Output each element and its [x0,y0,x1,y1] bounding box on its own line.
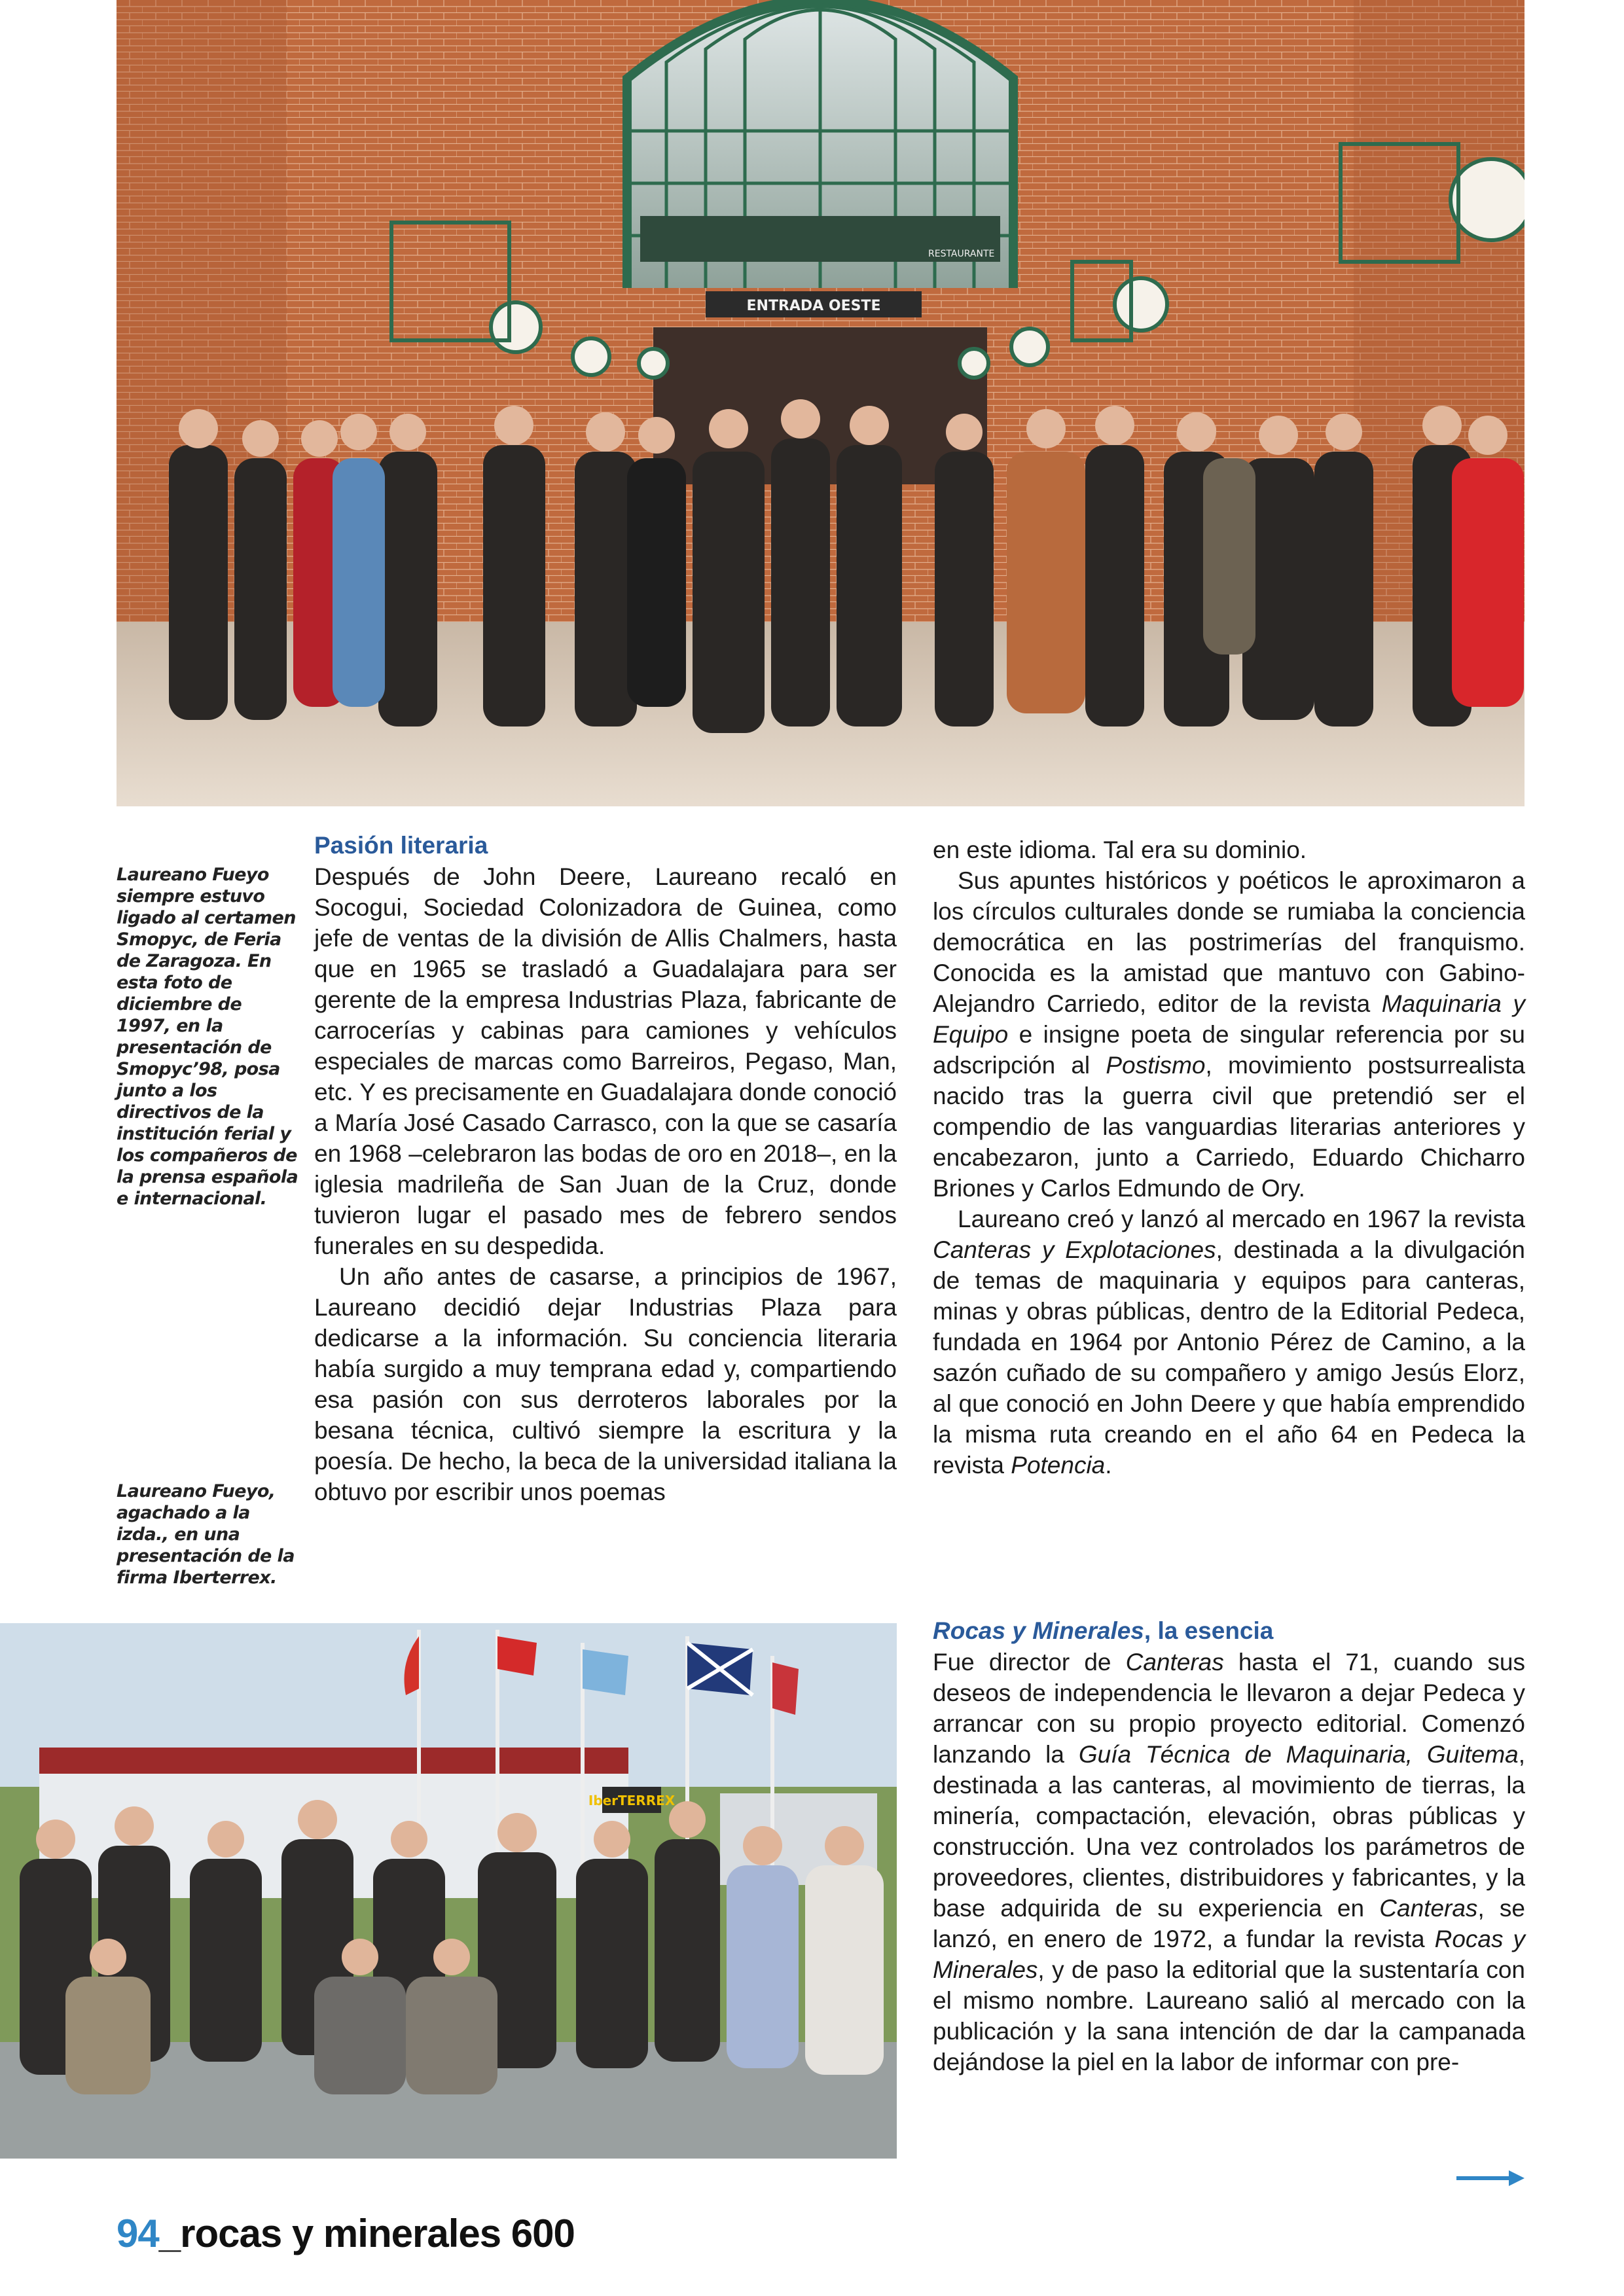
paragraph: Laureano creó y lanzó al mercado en 1967 la revista Canteras y Explotaciones, destinada a la divulgación de temas de maquinaria y equipos para canteras, minas y obras públicas, dentro de la Editorial Pedeca, fundada en 1964 por Antonio Pérez de Camino, a la sazón cuñado de su compañero y amigo Jesús Elorz, al que conoció en John Deere y que había emprendido la misma ruta creando en el año 64 en Pedeca la revista Potencia. [933,1206,1525,1479]
section-heading-rocas: Rocas y Minerales, la esencia [933,1617,1274,1644]
arrow-right-icon [1456,2166,1525,2190]
body-text-left [314,861,897,1507]
paragraph: Después de John Deere, Laureano recaló en Socogui, Sociedad Colonizadora de Guinea, como jefe de ventas de la división de Allis Chalmers, hasta que en 1965 se trasladó a Guadalajara para ser gerente de la empresa Industrias Plaza, fabricante de carrocerías y cabinas para camiones y vehículos especiales de marcas como Barreiros, Pegaso, Man, etc. Y es precisamente en Guadalajara donde conoció a María José Casado Carrasco, con la que se casaría en 1968 –celebraron las bodas de oro en 2018–, en la iglesia madrileña de San Juan de la Cruz, donde tuvieron lugar el pasado mes de febrero sendos funerales en su despedida. [314,863,897,1259]
paragraph: Sus apuntes históricos y poéticos le aproximaron a los círculos culturales donde se rumiaba la conciencia democrática en las postrimerías del franquismo. Conocida es la amistad que mantuvo con Gabino-Alejandro Carriedo, editor de la revista Maquinaria y Equipo e insigne poeta de singular referencia por su adscripción al Postismo, movimiento postsurrealista nacido tras la guerra civil que pretendió ser el compendio de las vanguardias literarias anteriores y encabezaron, junto a Carriedo, Eduardo Chicharro Briones y Carlos Edmundo de Ory. [933,867,1525,1202]
column-left [314,830,897,1507]
page-folio [117,2211,575,2257]
page-number: 94 [117,2212,159,2255]
photo-outdoor-scene [0,1623,897,2159]
body-text-right-bottom [933,1647,1525,2077]
column-right-bottom [933,1615,1525,2077]
paragraph: Un año antes de casarse, a principios de 1967, Laureano decidió dejar Industrias Plaza para dedicarse a la información. Su conciencia literaria había surgido a muy temprana edad y, compartiendo esa pasión con sus derroteros laborales por la besana técnica, cultivó siempre la escritura y la poesía. De hecho, la beca de la universidad italiana la obtuvo por escribir unos poemas [314,1263,897,1505]
photo-caption-top: Laureano Fueyo siempre estuvo ligado al certamen Smopyc, de Feria de Zaragoza. En esta foto de diciembre de 1997, en la presentación de Smopyc’98, posa junto a los directivos de la institución ferial y los compañeros de la prensa española e internacional. [117,865,298,1209]
svg-text:ENTRADA OESTE: ENTRADA OESTE [746,298,881,314]
svg-text:IberTERREX: IberTERREX [588,1793,676,1808]
svg-text:RESTAURANTE: RESTAURANTE [928,249,995,259]
column-right-top [933,834,1525,1480]
section-heading-pasion: Pasión literaria [314,832,488,859]
group-photo-smopyc [117,0,1525,806]
paragraph: Fue director de Canteras hasta el 71, cuando sus deseos de independencia le llevaron a dejar Pedeca y arrancar con su propio proyecto editorial. Comenzó lanzando la Guía Técnica de Maquinaria, Guitema, destinada a las canteras, al movimiento de tierras, la minería, compactación, elevación, obras públicas y construcción. Una vez controlados los parámetros de proveedores, clientes, distribuidores y fabricantes, y la base adquirida de su experiencia en Canteras, se lanzó, en enero de 1972, a fundar la revista Rocas y Minerales, y de paso la editorial que la sustentaría con el mismo nombre. Laureano salió al mercado con la publicación y la sana intención de dar la campanada dejándose la piel en la labor de informar con pre- [933,1649,1525,2075]
paragraph: en este idioma. Tal era su dominio. [933,836,1307,863]
photo-corridor-scene [117,0,1525,806]
group-photo-iberterrex [0,1623,897,2159]
photo-caption-bottom: Laureano Fueyo, agachado a la izda., en una presentación de la firma Iberterrex. [117,1481,295,1588]
publication-title: _rocas y minerales 600 [158,2212,575,2255]
